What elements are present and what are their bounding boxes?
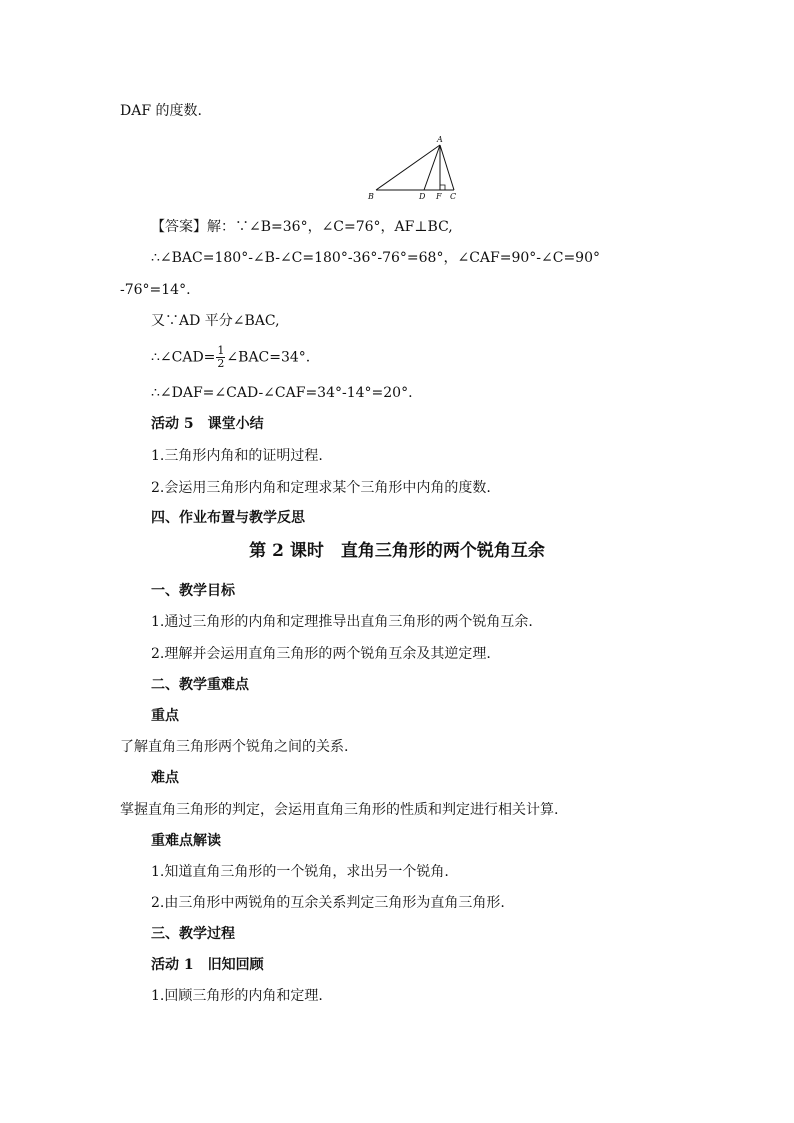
label-c: C	[450, 192, 457, 201]
interpretation-item-2: 2.由三角形中两锐角的互余关系判定三角形为直角三角形.	[151, 895, 505, 911]
cad-prefix: ∴∠CAD=	[151, 349, 216, 366]
right-angle-mark	[440, 185, 445, 190]
lesson-title: 第 2 课时 直角三角形的两个锐角互余	[249, 541, 545, 561]
activity1-heading: 活动 1 旧知回顾	[151, 957, 264, 973]
review-item-1: 1.回顾三角形的内角和定理.	[151, 988, 323, 1004]
text-line-daf: DAF 的度数.	[120, 103, 202, 119]
label-a: A	[437, 135, 443, 144]
segment-ad	[424, 145, 440, 190]
difficulty-text: 掌握直角三角形的判定，会运用直角三角形的性质和判定进行相关计算.	[120, 802, 559, 818]
fraction-numerator: 1	[217, 344, 225, 357]
bac-calc-line: ∴∠BAC=180°-∠B-∠C=180°-36°-76°=68°，∠CAF=90°-∠C=90°	[151, 250, 600, 266]
segment-ac	[440, 145, 454, 190]
section4-heading: 四、作业布置与教学反思	[151, 510, 305, 526]
section1-heading: 一、教学目标	[151, 583, 235, 599]
daf-calc-line: ∴∠DAF=∠CAD-∠CAF=34°-14°=20°.	[151, 385, 413, 401]
label-f: F	[436, 192, 442, 201]
triangle-diagram	[364, 134, 464, 204]
label-b: B	[368, 192, 374, 201]
key-point-heading: 重点	[151, 708, 179, 724]
cad-line	[151, 345, 310, 370]
objective-2: 2.理解并会运用直角三角形的两个锐角互余及其逆定理.	[151, 646, 491, 662]
key-point-text: 了解直角三角形两个锐角之间的关系.	[120, 739, 349, 755]
activity5-heading: 活动 5 课堂小结	[151, 416, 264, 432]
interpretation-heading: 重难点解读	[151, 833, 221, 849]
triangle-figure	[364, 134, 464, 204]
fraction-one-half	[216, 345, 225, 370]
summary-item-1: 1.三角形内角和的证明过程.	[151, 448, 323, 464]
segment-ab	[376, 145, 440, 190]
interpretation-item-1: 1.知道直角三角形的一个锐角，求出另一个锐角.	[151, 864, 449, 880]
caf-calc-cont-line: -76°=14°.	[120, 282, 191, 298]
objective-1: 1.通过三角形的内角和定理推导出直角三角形的两个锐角互余.	[151, 614, 533, 630]
cad-suffix: ∠BAC=34°.	[226, 349, 311, 366]
fraction-denominator: 2	[217, 357, 225, 370]
ad-bisect-line: 又∵AD 平分∠BAC,	[151, 313, 280, 329]
label-d: D	[419, 192, 426, 201]
difficulty-heading: 难点	[151, 770, 179, 786]
section2-heading: 二、教学重难点	[151, 677, 249, 693]
summary-item-2: 2.会运用三角形内角和定理求某个三角形中内角的度数.	[151, 480, 491, 496]
answer-line: 【答案】解：∵∠B=36°，∠C=76°，AF⊥BC,	[151, 219, 453, 235]
section3-heading: 三、教学过程	[151, 926, 235, 942]
